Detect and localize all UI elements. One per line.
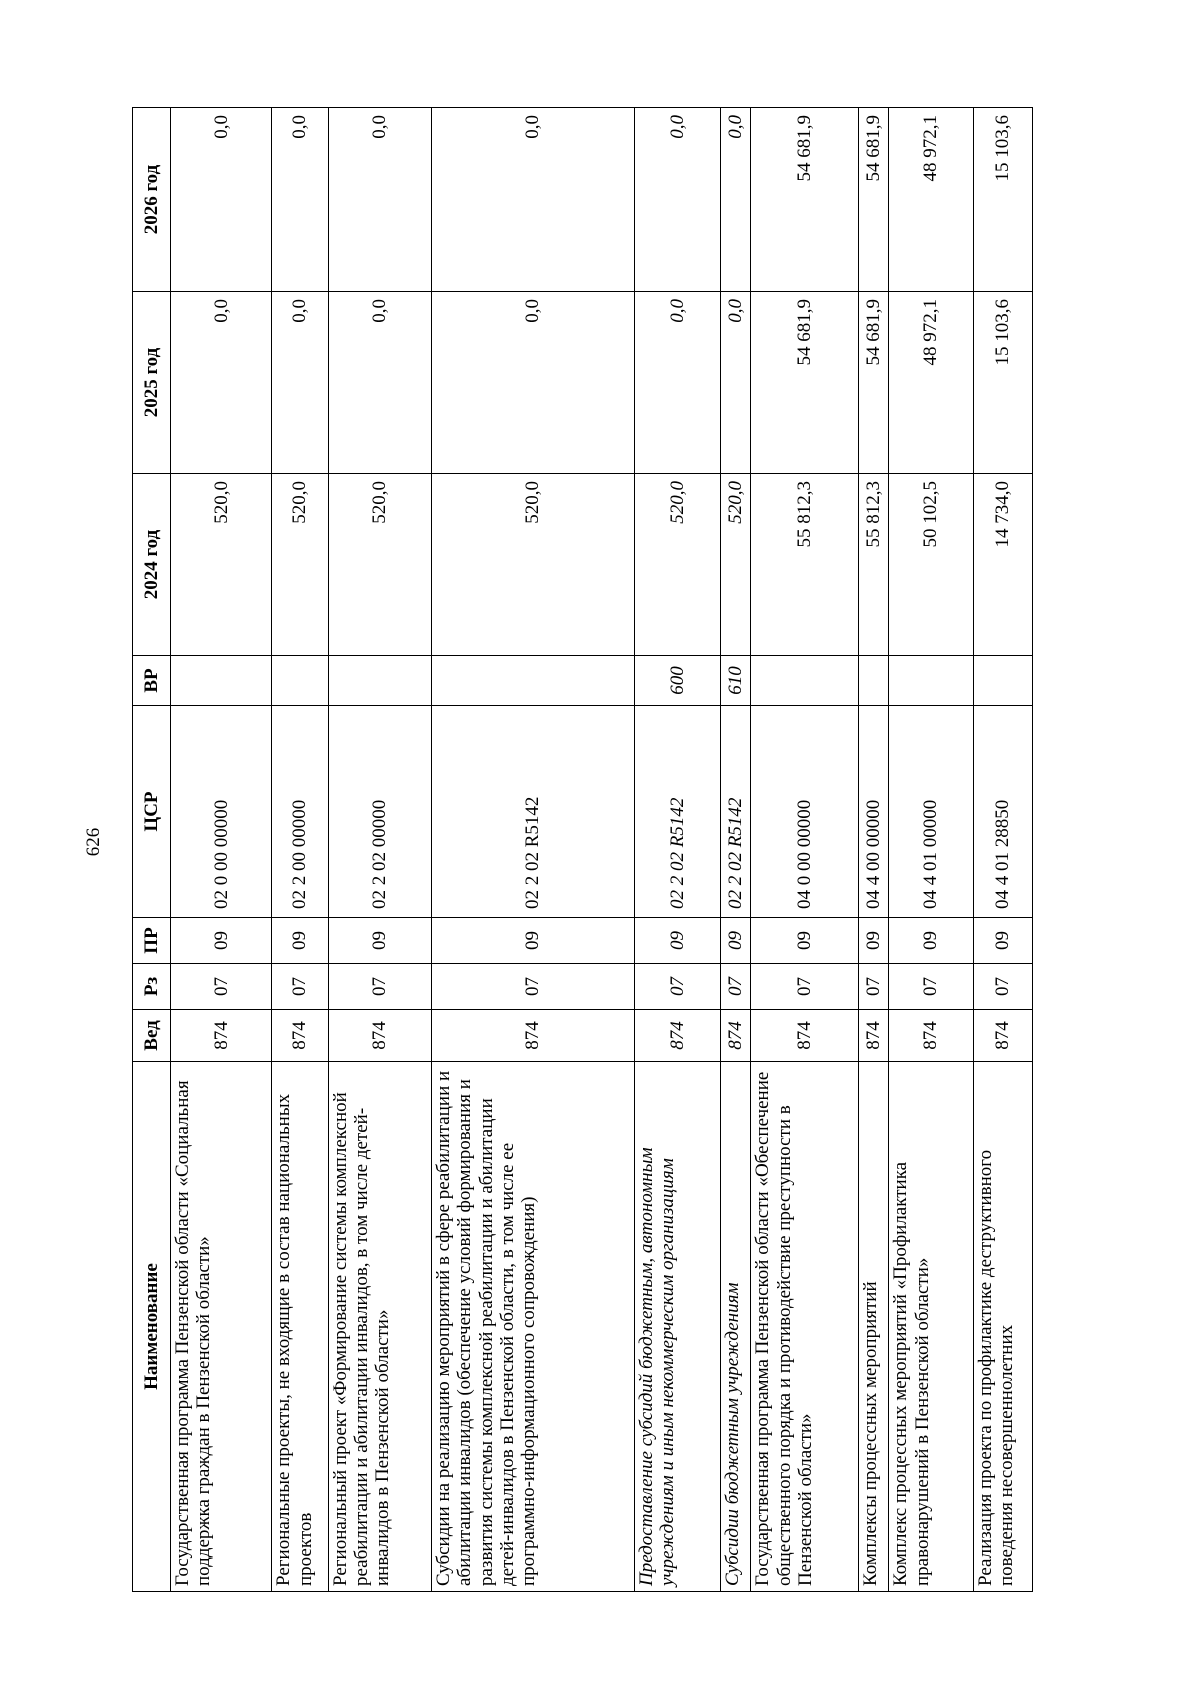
row-2024: 14 734,0 bbox=[973, 474, 1032, 656]
row-2026: 0,0 bbox=[328, 108, 432, 292]
row-ved: 874 bbox=[171, 1010, 272, 1062]
header-2026: 2026 год bbox=[133, 108, 171, 292]
row-2025: 54 681,9 bbox=[859, 292, 889, 474]
row-name: Региональный проект «Формирование системы комплексной реабилитации и абилитации инвалидов, в том числе детей-инвалидов в Пензенской области» bbox=[328, 1062, 432, 1592]
row-name: Субсидии на реализацию мероприятий в сфере реабилитации и абилитации инвалидов (обеспечение условий формирования и развития системы комплексной реабилитации и абилитации детей-инвалидов в Пензенской области, в том числе ее программно-информационного сопровождения) bbox=[432, 1062, 635, 1592]
table-row bbox=[721, 108, 751, 1592]
row-ved: 874 bbox=[721, 1010, 751, 1062]
row-2025: 54 681,9 bbox=[751, 292, 859, 474]
row-rz: 07 bbox=[721, 964, 751, 1010]
row-vr bbox=[432, 656, 635, 706]
row-2026: 0,0 bbox=[721, 108, 751, 292]
row-csr: 02 2 02 R5142 bbox=[432, 706, 635, 918]
row-2025: 0,0 bbox=[328, 292, 432, 474]
table-row bbox=[751, 108, 859, 1592]
row-pr: 09 bbox=[889, 918, 973, 964]
row-rz: 07 bbox=[634, 964, 720, 1010]
row-2026: 0,0 bbox=[272, 108, 328, 292]
row-2025: 0,0 bbox=[272, 292, 328, 474]
row-2026: 48 972,1 bbox=[889, 108, 973, 292]
row-vr bbox=[171, 656, 272, 706]
row-rz: 07 bbox=[328, 964, 432, 1010]
row-rz: 07 bbox=[272, 964, 328, 1010]
row-ved: 874 bbox=[634, 1010, 720, 1062]
row-name: Субсидии бюджетным учреждениям bbox=[721, 1062, 751, 1592]
row-2025: 0,0 bbox=[721, 292, 751, 474]
row-csr: 02 2 02 R5142 bbox=[634, 706, 720, 918]
row-name: Комплекс процессных мероприятий «Профилактика правонарушений в Пензенской области» bbox=[889, 1062, 973, 1592]
table-row bbox=[889, 108, 973, 1592]
row-vr bbox=[328, 656, 432, 706]
row-rz: 07 bbox=[171, 964, 272, 1010]
row-name: Региональные проекты, не входящие в состав национальных проектов bbox=[272, 1062, 328, 1592]
row-2024: 520,0 bbox=[721, 474, 751, 656]
row-rz: 07 bbox=[889, 964, 973, 1010]
row-2024: 55 812,3 bbox=[859, 474, 889, 656]
row-pr: 09 bbox=[721, 918, 751, 964]
row-2024: 520,0 bbox=[272, 474, 328, 656]
header-pr: ПР bbox=[133, 918, 171, 964]
row-vr bbox=[973, 656, 1032, 706]
row-ved: 874 bbox=[432, 1010, 635, 1062]
row-pr: 09 bbox=[171, 918, 272, 964]
table-row bbox=[973, 108, 1032, 1592]
row-2024: 520,0 bbox=[432, 474, 635, 656]
row-2025: 0,0 bbox=[171, 292, 272, 474]
row-vr: 610 bbox=[721, 656, 751, 706]
header-rz: Рз bbox=[133, 964, 171, 1010]
row-name: Государственная программа Пензенской области «Обеспечение общественного порядка и противодействие преступности в Пензенской области» bbox=[751, 1062, 859, 1592]
table-row bbox=[859, 108, 889, 1592]
row-ved: 874 bbox=[751, 1010, 859, 1062]
row-ved: 874 bbox=[328, 1010, 432, 1062]
row-name: Государственная программа Пензенской области «Социальная поддержка граждан в Пензенской области» bbox=[171, 1062, 272, 1592]
row-vr bbox=[272, 656, 328, 706]
row-csr: 04 4 01 28850 bbox=[973, 706, 1032, 918]
row-2025: 0,0 bbox=[634, 292, 720, 474]
row-2024: 55 812,3 bbox=[751, 474, 859, 656]
budget-table bbox=[132, 107, 1033, 1592]
row-csr: 02 0 00 00000 bbox=[171, 706, 272, 918]
table-row bbox=[171, 108, 272, 1592]
row-2026: 0,0 bbox=[634, 108, 720, 292]
row-name: Комплексы процессных мероприятий bbox=[859, 1062, 889, 1592]
row-vr bbox=[889, 656, 973, 706]
table-row bbox=[328, 108, 432, 1592]
row-2025: 48 972,1 bbox=[889, 292, 973, 474]
row-rz: 07 bbox=[973, 964, 1032, 1010]
row-pr: 09 bbox=[272, 918, 328, 964]
table-row bbox=[272, 108, 328, 1592]
row-rz: 07 bbox=[751, 964, 859, 1010]
row-2025: 15 103,6 bbox=[973, 292, 1032, 474]
row-2024: 520,0 bbox=[171, 474, 272, 656]
row-2024: 520,0 bbox=[328, 474, 432, 656]
row-csr: 04 4 01 00000 bbox=[889, 706, 973, 918]
header-2024: 2024 год bbox=[133, 474, 171, 656]
header-2025: 2025 год bbox=[133, 292, 171, 474]
row-ved: 874 bbox=[973, 1010, 1032, 1062]
row-csr: 04 0 00 00000 bbox=[751, 706, 859, 918]
row-name: Реализация проекта по профилактике деструктивного поведения несовершеннолетних bbox=[973, 1062, 1032, 1592]
row-2026: 0,0 bbox=[432, 108, 635, 292]
row-rz: 07 bbox=[859, 964, 889, 1010]
header-row bbox=[133, 108, 171, 1592]
row-csr: 04 4 00 00000 bbox=[859, 706, 889, 918]
row-2025: 0,0 bbox=[432, 292, 635, 474]
row-vr bbox=[751, 656, 859, 706]
row-csr: 02 2 00 00000 bbox=[272, 706, 328, 918]
row-pr: 09 bbox=[432, 918, 635, 964]
row-ved: 874 bbox=[272, 1010, 328, 1062]
header-csr: ЦСР bbox=[133, 706, 171, 918]
row-ved: 874 bbox=[889, 1010, 973, 1062]
row-pr: 09 bbox=[328, 918, 432, 964]
row-2024: 50 102,5 bbox=[889, 474, 973, 656]
row-csr: 02 2 02 R5142 bbox=[721, 706, 751, 918]
rotated-table-container bbox=[132, 108, 1033, 1592]
row-2026: 0,0 bbox=[171, 108, 272, 292]
table-row bbox=[432, 108, 635, 1592]
page-number: 626 bbox=[83, 827, 104, 857]
row-pr: 09 bbox=[634, 918, 720, 964]
row-name: Предоставление субсидий бюджетным, автономным учреждениям и иным некоммерческим организациям bbox=[634, 1062, 720, 1592]
row-2026: 54 681,9 bbox=[859, 108, 889, 292]
row-2024: 520,0 bbox=[634, 474, 720, 656]
header-name: Наименование bbox=[133, 1062, 171, 1592]
table-row bbox=[634, 108, 720, 1592]
row-pr: 09 bbox=[751, 918, 859, 964]
row-csr: 02 2 02 00000 bbox=[328, 706, 432, 918]
row-2026: 15 103,6 bbox=[973, 108, 1032, 292]
row-pr: 09 bbox=[859, 918, 889, 964]
row-rz: 07 bbox=[432, 964, 635, 1010]
row-vr: 600 bbox=[634, 656, 720, 706]
row-vr bbox=[859, 656, 889, 706]
row-ved: 874 bbox=[859, 1010, 889, 1062]
row-2026: 54 681,9 bbox=[751, 108, 859, 292]
header-ved: Вед bbox=[133, 1010, 171, 1062]
row-pr: 09 bbox=[973, 918, 1032, 964]
header-vr: ВР bbox=[133, 656, 171, 706]
